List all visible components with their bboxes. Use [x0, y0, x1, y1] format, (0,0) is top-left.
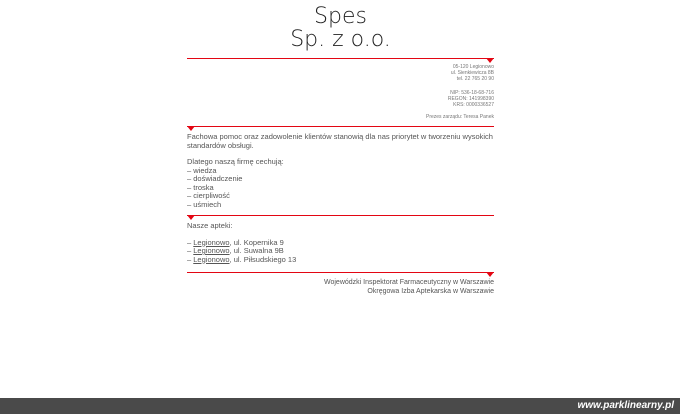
pharmacy-item: – Legionowo, ul. Kopernika 9 [187, 237, 284, 247]
about-section [187, 127, 494, 209]
pharmacy-city-link[interactable]: Legionowo [193, 246, 230, 255]
page-content [187, 0, 494, 296]
divider-marker [187, 215, 195, 220]
trait-item: – troska [187, 182, 214, 192]
pharmacy-address: , ul. Kopernika 9 [229, 237, 284, 247]
bottom-bar [0, 398, 680, 414]
pharmacies-heading: Nasze apteki: [187, 221, 233, 230]
trait-item: – cierpliwość [187, 191, 230, 200]
divider-1 [187, 58, 494, 59]
divider-marker [187, 126, 195, 131]
institutions-block [187, 273, 494, 296]
divider-2 [187, 126, 494, 127]
divider-3 [187, 215, 494, 216]
company-title [187, 5, 494, 51]
institution-chamber: Okręgowa Izba Aptekarska w Warszawie [367, 287, 494, 295]
pharmacy-city-link[interactable]: Legionowo [193, 254, 230, 264]
trait-item: – doświadczenie [187, 174, 243, 183]
traits-list [187, 167, 494, 210]
contact-nip: NIP: 536-18-68-716 [450, 90, 494, 96]
trait-item: – wiedza [187, 165, 217, 175]
pharmacy-address: , ul. Suwalna 9B [229, 246, 284, 255]
trait-item: – uśmiech [187, 199, 222, 209]
divider-marker [486, 58, 494, 63]
site-credit-link[interactable]: www.parklinearny.pl [577, 400, 674, 411]
contact-krs: KRS: 0000336527 [453, 102, 494, 108]
about-intro: Fachowa pomoc oraz zadowolenie klientów stanowią dla nas priorytet w tworzeniu wysokich standardów obsługi. [187, 132, 493, 150]
pharmacy-city-link[interactable]: Legionowo [193, 237, 230, 247]
contact-phone: tel. 22 765 20 90 [456, 76, 494, 82]
pharmacy-item: – Legionowo, ul. Suwalna 9B [187, 246, 284, 255]
pharmacy-item: – Legionowo, ul. Piłsudskiego 13 [187, 254, 297, 264]
pharmacies-section [187, 216, 494, 264]
pharmacy-address: , ul. Piłsudskiego 13 [229, 254, 297, 264]
company-name: Spes [314, 4, 367, 29]
traits-heading: Dlatego naszą firmę cechują: [187, 157, 284, 166]
divider-4 [187, 272, 494, 273]
contact-street: ul. Sienkiewicza 8B [450, 70, 494, 76]
contact-postal: 05-120 Legionowo [452, 64, 494, 70]
institution-inspectorate: Wojewódzki Inspektorat Farmaceutyczny w Warszawie [324, 279, 494, 286]
contact-block [187, 59, 494, 120]
company-legal-form: Sp. z o.o. [290, 27, 391, 52]
divider-marker [486, 272, 494, 277]
contact-board: Prezes zarządu: Teresa Panek [425, 114, 494, 120]
pharmacies-list [187, 239, 494, 265]
contact-regon: REGON: 141998390 [447, 96, 494, 102]
